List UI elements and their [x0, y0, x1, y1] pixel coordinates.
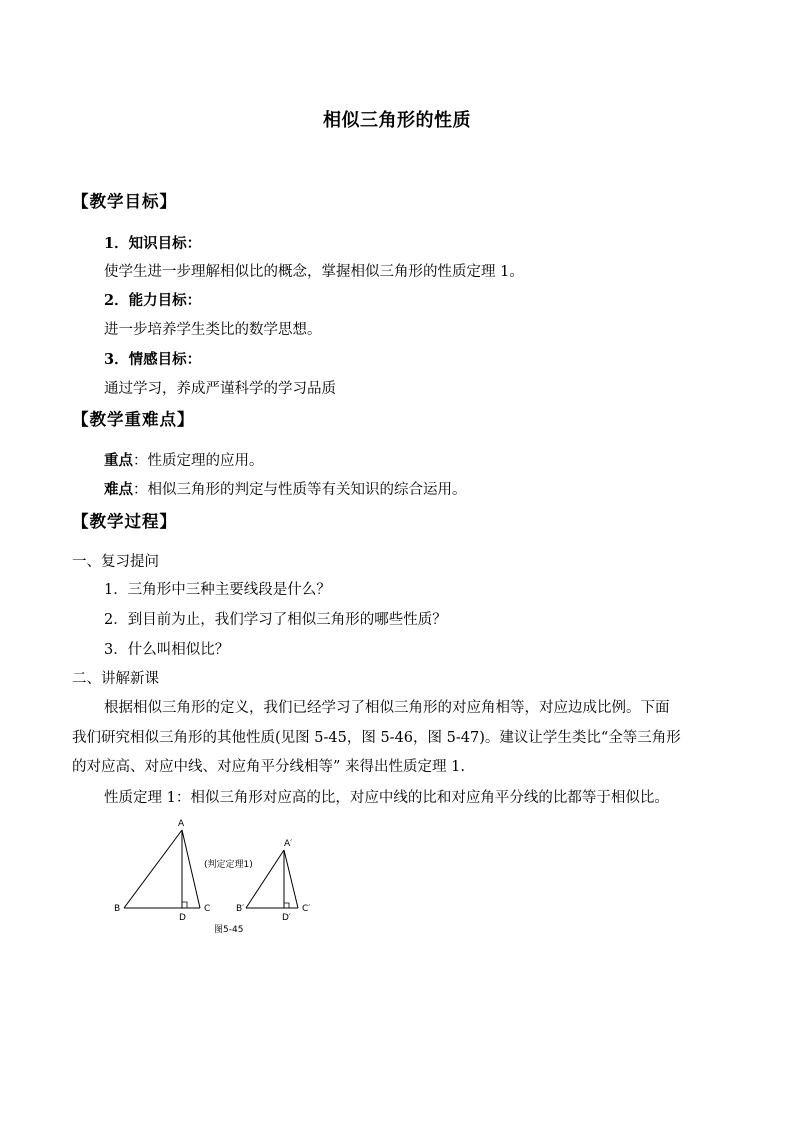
page-title: 相似三角形的性质	[323, 110, 471, 131]
review-item-2: 2．到目前为止，我们学习了相似三角形的哪些性质？	[104, 612, 447, 628]
keypoints-heading: 【教学重难点】	[72, 410, 195, 429]
right-angle-mark-d2	[284, 903, 289, 908]
knowledge-objective-label: 1．知识目标：	[104, 235, 202, 252]
difficult-point	[104, 480, 467, 500]
right-angle-mark-d	[182, 902, 187, 908]
key-point-text: ：性质定理的应用。	[133, 453, 264, 469]
label-c: C	[204, 904, 211, 914]
key-point-label: 重点	[104, 452, 133, 469]
review-title: 一、复习提问	[72, 554, 159, 570]
objectives-heading: 【教学目标】	[72, 192, 177, 211]
label-a: A	[178, 819, 185, 829]
review-item-1: 1．三角形中三种主要线段是什么？	[104, 582, 331, 598]
paragraph-line-1: 根据相似三角形的定义，我们已经学习了相似三角形的对应角相等，对应边成比例。下面	[104, 700, 670, 716]
label-c-prime: C′	[302, 904, 311, 914]
triangle-abc	[124, 830, 200, 908]
key-point	[104, 451, 264, 471]
ability-objective-text: 进一步培养学生类比的数学思想。	[104, 322, 322, 338]
emotion-objective-text: 通过学习，养成严谨科学的学习品质	[104, 381, 336, 397]
emotion-objective-label: 3．情感目标：	[104, 351, 202, 368]
figure-5-45	[108, 812, 328, 938]
review-item-3: 3．什么叫相似比？	[104, 642, 230, 658]
knowledge-objective-text: 使学生进一步理解相似比的概念，掌握相似三角形的性质定理 1。	[104, 264, 524, 280]
triangle-a2b2c2	[246, 850, 298, 908]
figure-caption: 图5-45	[214, 925, 244, 935]
label-d-prime: D′	[282, 913, 291, 923]
paragraph-line-3: 的对应高、对应中线、对应角平分线相等” 来得出性质定理 1.	[72, 759, 465, 775]
difficult-point-label: 难点	[104, 481, 133, 498]
label-a-prime: A′	[284, 839, 293, 849]
paragraph-line-2: 我们研究相似三角形的其他性质(见图 5-45，图 5-46，图 5-47)。建议让学生类比“全等三角形	[72, 730, 681, 746]
theorem-note: (判定定理1)	[204, 860, 253, 870]
theorem-text: 性质定理 1：相似三角形对应高的比，对应中线的比和对应角平分线的比都等于相似比。	[104, 790, 669, 806]
difficult-point-text: ：相似三角形的判定与性质等有关知识的综合运用。	[133, 482, 467, 498]
label-d: D	[179, 913, 186, 923]
ability-objective-label: 2．能力目标：	[104, 292, 202, 309]
label-b: B	[114, 904, 121, 914]
process-heading: 【教学过程】	[72, 512, 177, 531]
label-b-prime: B′	[236, 904, 245, 914]
lecture-title: 二、讲解新课	[72, 671, 159, 687]
